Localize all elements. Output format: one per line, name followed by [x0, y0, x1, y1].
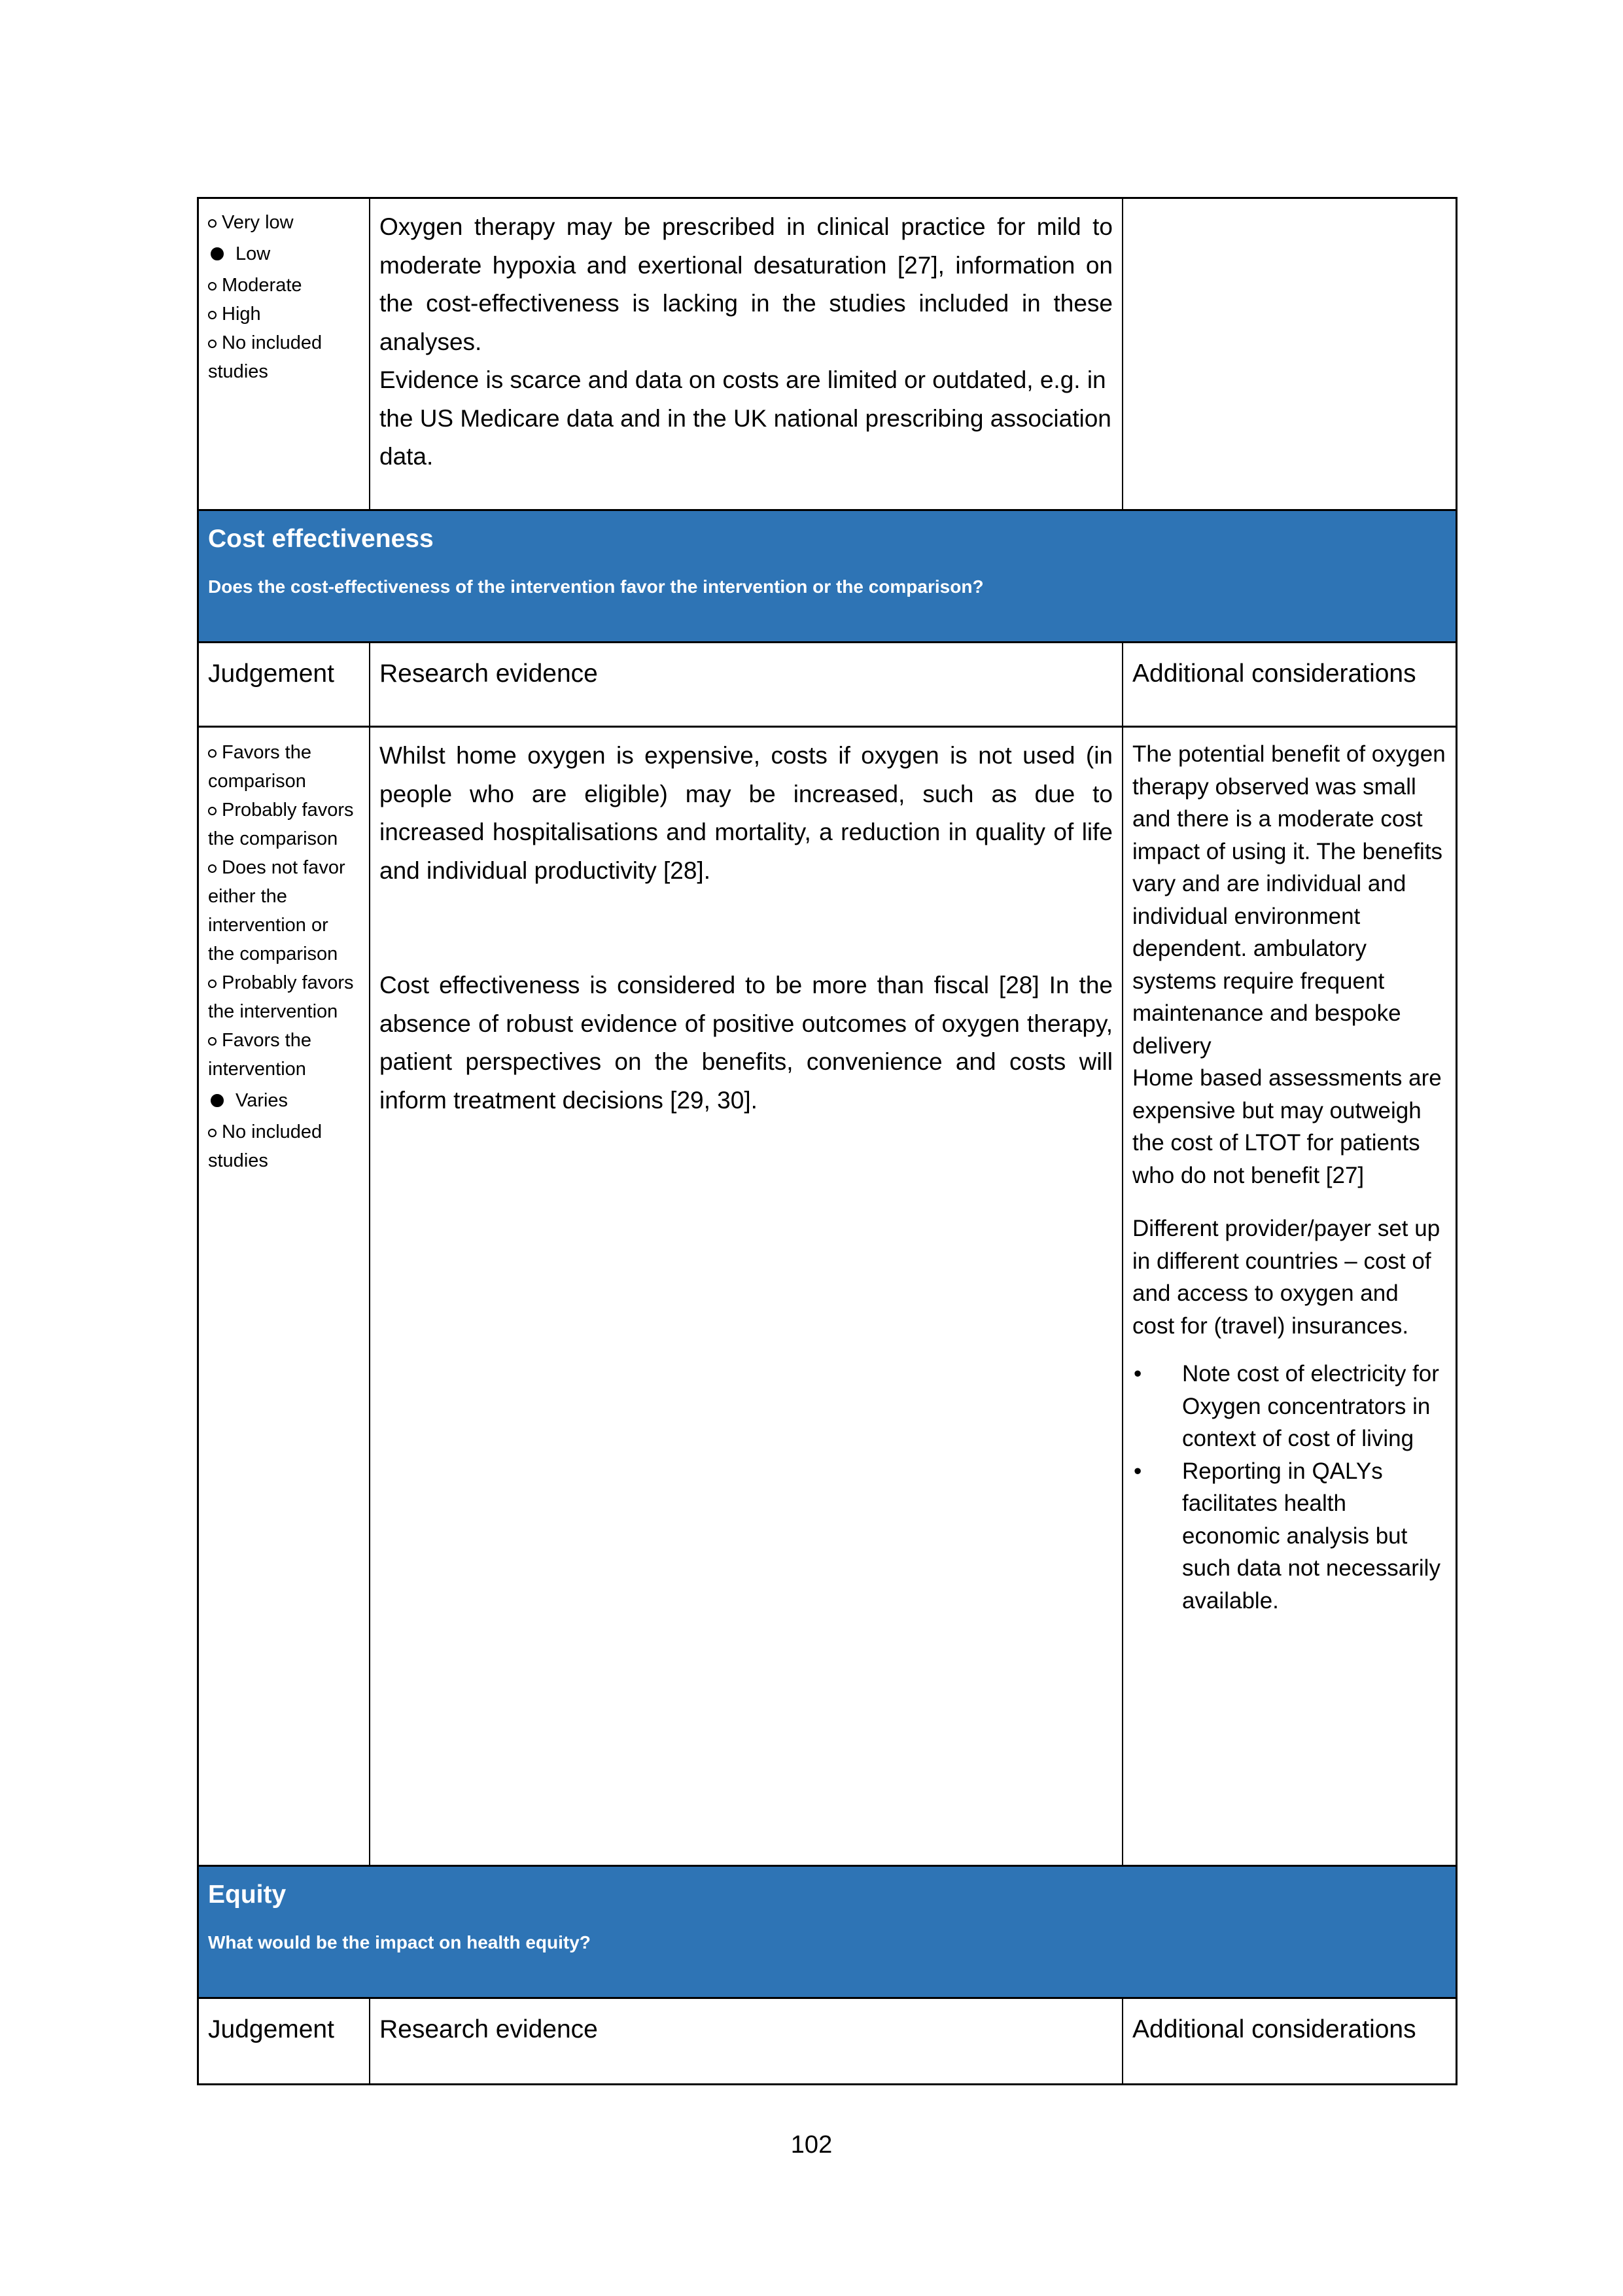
consideration-paragraph: Different provider/payer set up in different countries – cost of and access to oxygen and cost for (travel) insurances.	[1132, 1216, 1440, 1339]
column-header-row	[199, 1999, 1456, 2083]
judgement-option[interactable]: Does not favor either the intervention or the comparison	[208, 857, 345, 964]
judgement-option[interactable]: Favors the intervention	[208, 1030, 311, 1080]
column-header-row	[199, 643, 1456, 728]
radio-empty-icon	[208, 980, 217, 988]
header-research-evidence: Research evidence	[370, 643, 1123, 726]
radio-empty-icon	[208, 219, 217, 228]
section-question: What would be the impact on health equity?	[208, 1932, 591, 1952]
section-title: Equity	[208, 1881, 287, 1909]
list-item: • Reporting in QALYs facilitates health economic analysis but such data not necessarily available.	[1132, 1455, 1446, 1617]
section-question: Does the cost-effectiveness of the intervention favor the intervention or the comparison?	[208, 576, 984, 597]
judgement-cell	[199, 199, 370, 509]
evidence-paragraph: Evidence is scarce and data on costs are limited or outdated, e.g. in the US Medicare data and in the UK national prescribing association data.	[379, 366, 1111, 470]
evidence-paragraph: Cost effectiveness is considered to be more than fiscal [28] In the absence of robust evidence of positive outcomes of oxygen therapy, patient perspectives on the benefits, convenience and costs will inform treatment decisions [29, 30].	[379, 972, 1113, 1114]
judgement-option[interactable]: Favors the comparison	[208, 742, 311, 792]
header-judgement: Judgement	[199, 1999, 370, 2083]
research-evidence-cell	[370, 199, 1123, 509]
radio-empty-icon	[208, 282, 217, 291]
additional-considerations-cell	[1123, 728, 1456, 1865]
consideration-bullets	[1132, 1358, 1446, 1617]
header-research-evidence: Research evidence	[370, 1999, 1123, 2083]
radio-empty-icon	[208, 311, 217, 319]
spacer	[379, 890, 1113, 966]
radio-filled-icon	[211, 1094, 224, 1107]
judgement-cell	[199, 728, 370, 1865]
evidence-paragraph: Oxygen therapy may be prescribed in clinical practice for mild to moderate hypoxia and exertional desaturation [27], information on the cost-effectiveness is lacking in the studies included in these analyses.	[379, 213, 1113, 355]
section-header-equity	[199, 1867, 1456, 1999]
judgement-option[interactable]: Probably favors the intervention	[208, 972, 354, 1022]
consideration-paragraph: Home based assessments are expensive but may outweigh the cost of LTOT for patients who do not benefit [27]	[1132, 1065, 1442, 1188]
header-additional-considerations: Additional considerations	[1132, 2015, 1416, 2043]
section-title: Cost effectiveness	[208, 525, 434, 553]
radio-empty-icon	[208, 807, 217, 815]
radio-filled-icon	[211, 247, 224, 260]
judgement-option[interactable]: Moderate	[208, 271, 360, 300]
bullet-icon: •	[1134, 1361, 1142, 1386]
research-evidence-cell	[370, 728, 1123, 1865]
evidence-paragraph: Whilst home oxygen is expensive, costs if oxygen is not used (in people who are eligible) may be increased, such as due to increased hospitalisations and mortality, a reduction in quality of life and individual productivity [28].	[379, 742, 1113, 884]
section-header-cost-effectiveness	[199, 511, 1456, 643]
resources-row	[199, 199, 1456, 511]
judgement-option[interactable]: No included studies	[208, 1122, 323, 1171]
radio-empty-icon	[208, 749, 217, 758]
additional-considerations-cell	[1123, 199, 1456, 509]
header-additional-considerations: Additional considerations	[1132, 660, 1416, 688]
consideration-paragraph: The potential benefit of oxygen therapy observed was small and there is a moderate cost impact of using it. The benefits vary and are individual and individual environment dependent. ambulatory systems require frequent maintenance and bespoke delivery	[1132, 741, 1446, 1059]
page-number: 102	[790, 2131, 833, 2159]
cost-effectiveness-row	[199, 728, 1456, 1867]
header-judgement: Judgement	[199, 643, 370, 726]
bullet-icon: •	[1134, 1458, 1142, 1484]
radio-empty-icon	[208, 864, 217, 873]
radio-empty-icon	[208, 1037, 217, 1046]
list-item: • Note cost of electricity for Oxygen concentrators in context of cost of living	[1132, 1358, 1446, 1455]
judgement-option[interactable]: High	[208, 300, 360, 328]
judgement-option[interactable]: Very low	[208, 208, 360, 237]
radio-empty-icon	[208, 340, 217, 348]
radio-empty-icon	[208, 1129, 217, 1137]
judgement-option-selected[interactable]: Varies	[208, 1086, 360, 1115]
judgement-option-selected[interactable]: Low	[208, 239, 360, 268]
judgement-option[interactable]: No included studies	[208, 332, 323, 382]
etd-table	[197, 197, 1457, 2085]
judgement-option[interactable]: Probably favors the comparison	[208, 800, 354, 849]
